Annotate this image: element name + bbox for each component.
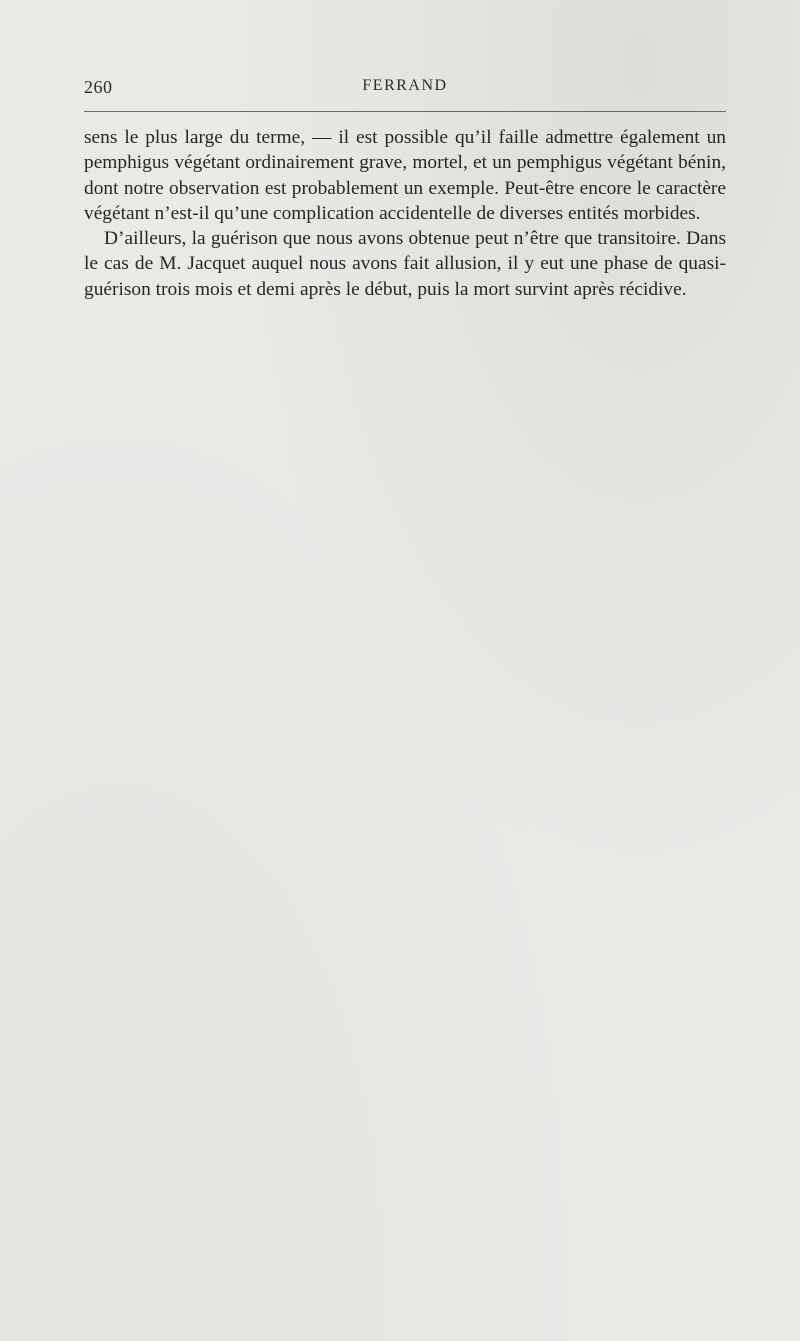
paragraph: D’ailleurs, la guérison que nous avons obtenue peut n’être que transitoire. Dans le cas de M. Jacquet auquel nous avons fait allusion, il y eut une phase de quasi-guérison trois mois et demi après le début, puis la mort survint après récidive.	[84, 228, 726, 300]
paragraph: sens le plus large du terme, — il est possible qu’il faille admettre également un pemphigus végétant ordinairement grave, mortel, et un pemphigus végétant bénin, dont notre observation est probablement un exemple. Peut-être encore le caractère végétant n’est-il qu’une complication accidentelle de diverses entités morbides.	[84, 127, 726, 224]
page-header	[84, 74, 726, 104]
header-rule	[84, 111, 726, 112]
body-text	[84, 125, 726, 302]
running-head: FERRAND	[362, 77, 448, 94]
page-number: 260	[84, 77, 113, 97]
